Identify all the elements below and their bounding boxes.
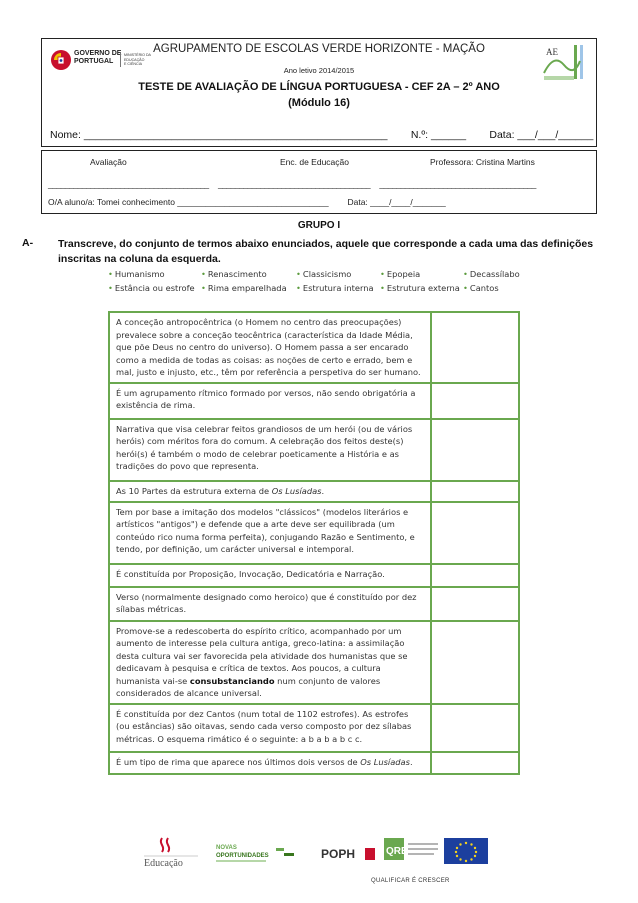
eu-flag-icon xyxy=(444,838,488,864)
student-acknowledgement-field[interactable]: O/A aluno/a: Tomei conhecimento ________________________________ Data: ____/____/_______ xyxy=(48,197,446,207)
definition-text: É constituída por dez Cantos (num total de 1102 estrofes). As estrofes (ou estâncias) são oitavas, sendo cada verso composto por dez sílabas métricas. O esquema rimático é o seguinte: a b a b a b c c. xyxy=(116,708,412,744)
definition-cell xyxy=(109,752,431,774)
term-item xyxy=(463,269,520,279)
definition-text: Narrativa que visa celebrar feitos grandiosos de um herói (ou de vários heróis) com méritos fora do comum. A celebração dos feitos deste(s) herói(s) é também o modo de celebrar poeticamente a História e as tradições do povo que representa. xyxy=(116,423,413,471)
definition-cell xyxy=(109,587,431,621)
signature-lines[interactable]: ______________________________________ ____________________________________ _____________________________________ xyxy=(48,179,536,189)
definition-text: Promove-se a redescoberta do espírito crítico, acompanhado por um aumento de interesse pela cultura antiga, greco-latina: a assimilação desta cultura vai ser favorecida pela atividade dos humanistas que se dedicavam à pesquisa e crítica de textos. Aos poucos, a cultura humanista vai-se xyxy=(116,625,408,686)
definition-cell xyxy=(109,704,431,752)
table-row xyxy=(109,621,519,704)
bullet-icon: • xyxy=(108,269,113,279)
bullet-icon: • xyxy=(108,283,113,293)
ministry-text xyxy=(120,53,160,67)
table-row xyxy=(109,383,519,419)
bullet-icon: • xyxy=(201,269,206,279)
table-row xyxy=(109,419,519,481)
teacher-label: Professora: Cristina Martins xyxy=(430,157,535,167)
highlighted-word: consubstanciando xyxy=(189,675,275,686)
school-name: AGRUPAMENTO DE ESCOLAS VERDE HORIZONTE - MAÇÃO xyxy=(153,43,485,55)
definition-cell xyxy=(109,564,431,587)
definition-text: É constituída por Proposição, Invocação, Dedicatória e Narração. xyxy=(116,568,385,579)
mec-education-logo xyxy=(140,834,202,868)
definition-cell xyxy=(109,419,431,481)
term-label: Humanismo xyxy=(114,269,165,279)
definition-cell xyxy=(109,502,431,564)
answer-cell[interactable] xyxy=(431,481,519,502)
gov-logo-line2: PORTUGAL xyxy=(74,58,114,65)
term-label: Renascimento xyxy=(207,269,267,279)
definition-text: A conceção antropocêntrica (o Homem no centro das preocupações) prevalece sobre a conceção teocêntrica (característica da Idade Média, que põe Deus no centro do universo). O Homem passa a ser encarado como a medida de todas as coisas: as noções de certo e errado, bem e mal, justo e injusto, etc., têm por referência a perspetiva do ser humano. xyxy=(116,317,421,377)
answer-cell[interactable] xyxy=(431,752,519,774)
bullet-icon: • xyxy=(463,269,468,279)
term-item xyxy=(108,283,195,293)
definition-text: Tem por base a imitação dos modelos "clássicos" (modelos literários e artísticos "antigos") e defende que a arte deve ser equilibrada (um conteúdo rico numa forma perfeita), conjugando Razão e Sentimento, e tendo, por definição, um carácter universal e intemporal. xyxy=(116,506,415,554)
answer-cell[interactable] xyxy=(431,621,519,704)
evaluation-box xyxy=(41,150,597,214)
question-instruction: Transcreve, do conjunto de termos abaixo enunciados, aquele que corresponde a cada uma das definições inscritas na coluna da esquerda. xyxy=(58,238,594,265)
definitions-table xyxy=(108,311,520,775)
mec-logo-text: Educação xyxy=(144,858,183,868)
definition-cell xyxy=(109,621,431,704)
evaluation-label: Avaliação xyxy=(90,157,127,167)
table-row xyxy=(109,481,519,502)
bullet-icon: • xyxy=(296,283,301,293)
table-row xyxy=(109,704,519,752)
answer-cell[interactable] xyxy=(431,502,519,564)
group-title: GRUPO I xyxy=(297,220,341,231)
term-label: Cantos xyxy=(469,283,499,293)
definition-text-end: . xyxy=(409,756,413,767)
definition-cell xyxy=(109,383,431,419)
question-letter: A- xyxy=(22,237,34,249)
definition-text: As 10 Partes da estrutura externa de xyxy=(116,485,272,496)
footer-logos xyxy=(0,832,638,892)
svg-text:AE: AE xyxy=(546,47,558,57)
work-title: Os Lusíadas xyxy=(360,756,410,767)
term-item xyxy=(108,269,165,279)
ministry-line1: MINISTÉRIO DA EDUCAÇÃO xyxy=(124,53,151,62)
bullet-icon: • xyxy=(380,283,385,293)
novas-oportunidades-logo xyxy=(214,840,300,866)
definition-text-end: num conjunto de valores considerados de alcance universal. xyxy=(116,675,381,698)
poph-text: POPH xyxy=(321,847,356,861)
term-label: Classicismo xyxy=(302,269,352,279)
bullet-icon: • xyxy=(463,283,468,293)
term-label: Decassílabo xyxy=(469,269,520,279)
test-title: TESTE DE AVALIAÇÃO DE LÍNGUA PORTUGUESA - CEF 2A – 2º ANO xyxy=(138,81,500,93)
term-label: Estância ou estrofe xyxy=(114,283,195,293)
answer-cell[interactable] xyxy=(431,564,519,587)
table-row xyxy=(109,564,519,587)
bullet-icon: • xyxy=(201,283,206,293)
definition-cell xyxy=(109,312,431,383)
answer-cell[interactable] xyxy=(431,704,519,752)
answer-cell[interactable] xyxy=(431,312,519,383)
term-item xyxy=(380,269,420,279)
guardian-label: Enc. de Educação xyxy=(280,157,349,167)
term-label: Estrutura interna xyxy=(302,283,374,293)
bullet-icon: • xyxy=(380,269,385,279)
qren-logo xyxy=(382,836,442,866)
definition-text-end: . xyxy=(321,485,325,496)
term-item xyxy=(296,269,351,279)
answer-cell[interactable] xyxy=(431,587,519,621)
qren-text: QREN xyxy=(386,846,415,857)
term-item xyxy=(201,283,287,293)
answer-cell[interactable] xyxy=(431,419,519,481)
table-row xyxy=(109,502,519,564)
table-row xyxy=(109,587,519,621)
table-row xyxy=(109,312,519,383)
definition-text: Verso (normalmente designado como heroico) que é constituído por dez sílabas métricas. xyxy=(116,591,417,614)
term-item xyxy=(201,269,267,279)
answer-cell[interactable] xyxy=(431,383,519,419)
table-row xyxy=(109,752,519,774)
poph-logo xyxy=(319,844,379,866)
bullet-icon: • xyxy=(296,269,301,279)
ministry-line2: E CIÊNCIA xyxy=(124,62,142,66)
term-item xyxy=(463,283,499,293)
definition-text: É um tipo de rima que aparece nos últimos dois versos de xyxy=(116,756,361,767)
student-name-field[interactable]: Nome: ____________________________________________________ N.º: ______ Data: ___/___/______ xyxy=(50,129,594,141)
term-label: Estrutura externa xyxy=(386,283,460,293)
oportunidades-text: OPORTUNIDADES xyxy=(216,853,269,859)
term-label: Rima emparelhada xyxy=(207,283,287,293)
term-item xyxy=(296,283,374,293)
work-title: Os Lusíadas xyxy=(271,485,322,496)
gov-logo-line1: GOVERNO DE xyxy=(74,50,122,57)
qualificar-slogan: QUALIFICAR É CRESCER xyxy=(371,878,450,884)
definition-cell xyxy=(109,481,431,502)
term-item xyxy=(380,283,460,293)
novas-text: NOVAS xyxy=(216,845,237,851)
definition-text: É um agrupamento rítmico formado por versos, não sendo obrigatória a existência de rima. xyxy=(116,387,416,410)
term-label: Epopeia xyxy=(386,269,421,279)
school-year: Ano letivo 2014/2015 xyxy=(283,66,355,75)
test-module: (Módulo 16) xyxy=(288,97,350,109)
header-box xyxy=(41,38,597,147)
